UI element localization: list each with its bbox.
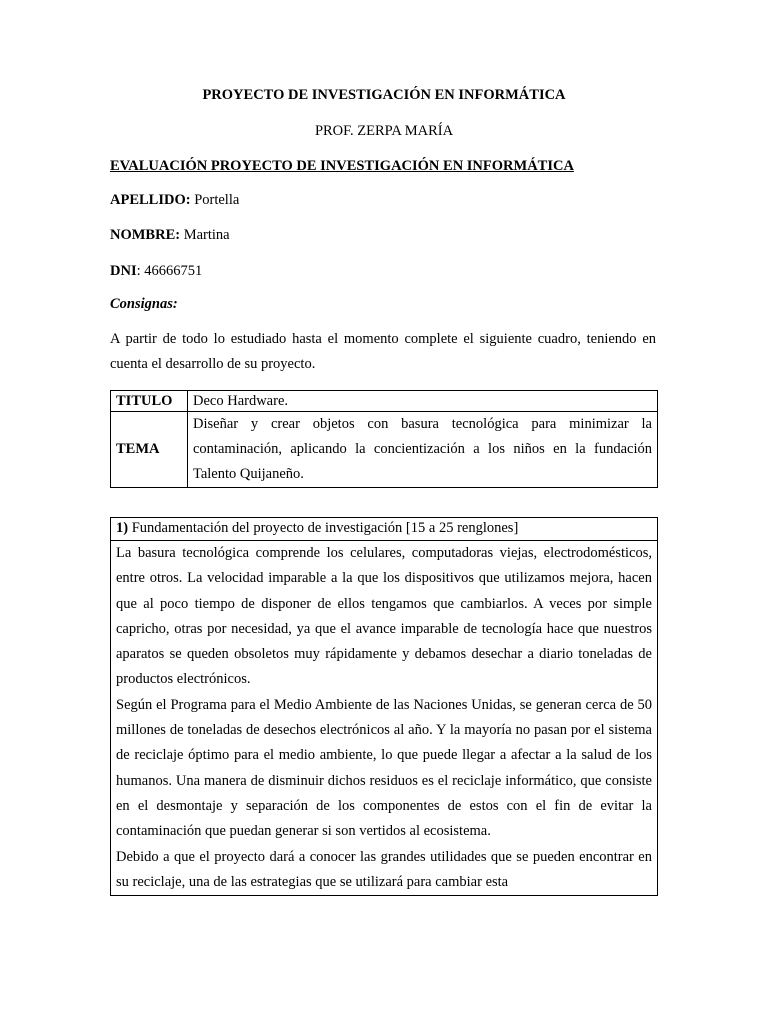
- paragraph-2: Según el Programa para el Medio Ambiente de las Naciones Unidas, se generan cerca de 50 millones de toneladas de desechos electrónicos al año. Y la mayoría no pasan por el sistema de reciclaje óptimo para el medio ambiente, lo que puede llegar a afectar a la salud de los humanos. Una manera de disminuir dichos residuos es el reciclaje informático, que consiste en el desmontaje y separación de los componentes de estos con el fin de evitar la contaminación que puedan generar si son vertidos al ecosistema.: [116, 696, 652, 840]
- document-title: PROYECTO DE INVESTIGACIÓN EN INFORMÁTICA: [202, 87, 566, 103]
- title-value: Deco Hardware.: [188, 391, 658, 412]
- table-row-topic: [111, 412, 658, 488]
- justification-heading: [111, 518, 658, 541]
- name-line: [110, 226, 230, 244]
- paragraph-3: Debido a que el proyecto dará a conocer las grandes utilidades que se pueden encontrar en su reciclaje, una de las estrategias que se utilizará para cambiar esta: [116, 848, 652, 890]
- dni-value: : 46666751: [136, 263, 203, 279]
- paragraph-1: La basura tecnológica comprende los celulares, computadoras viejas, electrodomésticos, entre otros. La velocidad imparable a la que los dispositivos que utilizamos mejora, hacen que al poco tiempo de disponer de ellos tengamos que cambiarlos. A veces por simple capricho, otras por necesidad, ya que el avance imparable de tecnología hace que nuestros aparatos se queden obsoletos muy rápidamente y debamos desechar a diario toneladas de productos electrónicos.: [116, 545, 652, 688]
- surname-label: APELLIDO:: [110, 192, 191, 208]
- surname-value: Portella: [190, 192, 240, 208]
- evaluation-heading-text: EVALUACIÓN PROYECTO DE INVESTIGACIÓN EN INFORMÁTICA: [110, 158, 574, 174]
- table-row-body: [111, 541, 658, 896]
- name-label: NOMBRE:: [110, 227, 181, 243]
- topic-value: Diseñar y crear objetos con basura tecnológica para minimizar la contaminación, aplicando la concientización a los niños en la fundación Talento Quijaneño.: [188, 412, 658, 488]
- justification-table: [110, 517, 658, 896]
- justification-body: [111, 541, 658, 896]
- evaluation-heading: [110, 157, 574, 175]
- professor-name: PROF. ZERPA MARÍA: [314, 123, 454, 139]
- name-value: Martina: [180, 227, 230, 243]
- section-heading: Fundamentación del proyecto de investigación [15 a 25 renglones]: [128, 520, 519, 536]
- topic-label: TEMA: [111, 412, 188, 488]
- instructions-text: A partir de todo lo estudiado hasta el momento complete el siguiente cuadro, teniendo en cuenta el desarrollo de su proyecto.: [110, 331, 656, 372]
- table-row-title: [111, 391, 658, 412]
- dni-label: DNI: [110, 263, 137, 279]
- section-number: 1): [116, 520, 129, 536]
- instructions-label: Consignas:: [110, 296, 178, 312]
- table-row-heading: [111, 518, 658, 541]
- title-label: TITULO: [111, 391, 188, 412]
- instructions-label-line: [110, 295, 178, 313]
- project-info-table: [110, 390, 658, 488]
- surname-line: [110, 191, 239, 209]
- dni-line: [110, 262, 202, 280]
